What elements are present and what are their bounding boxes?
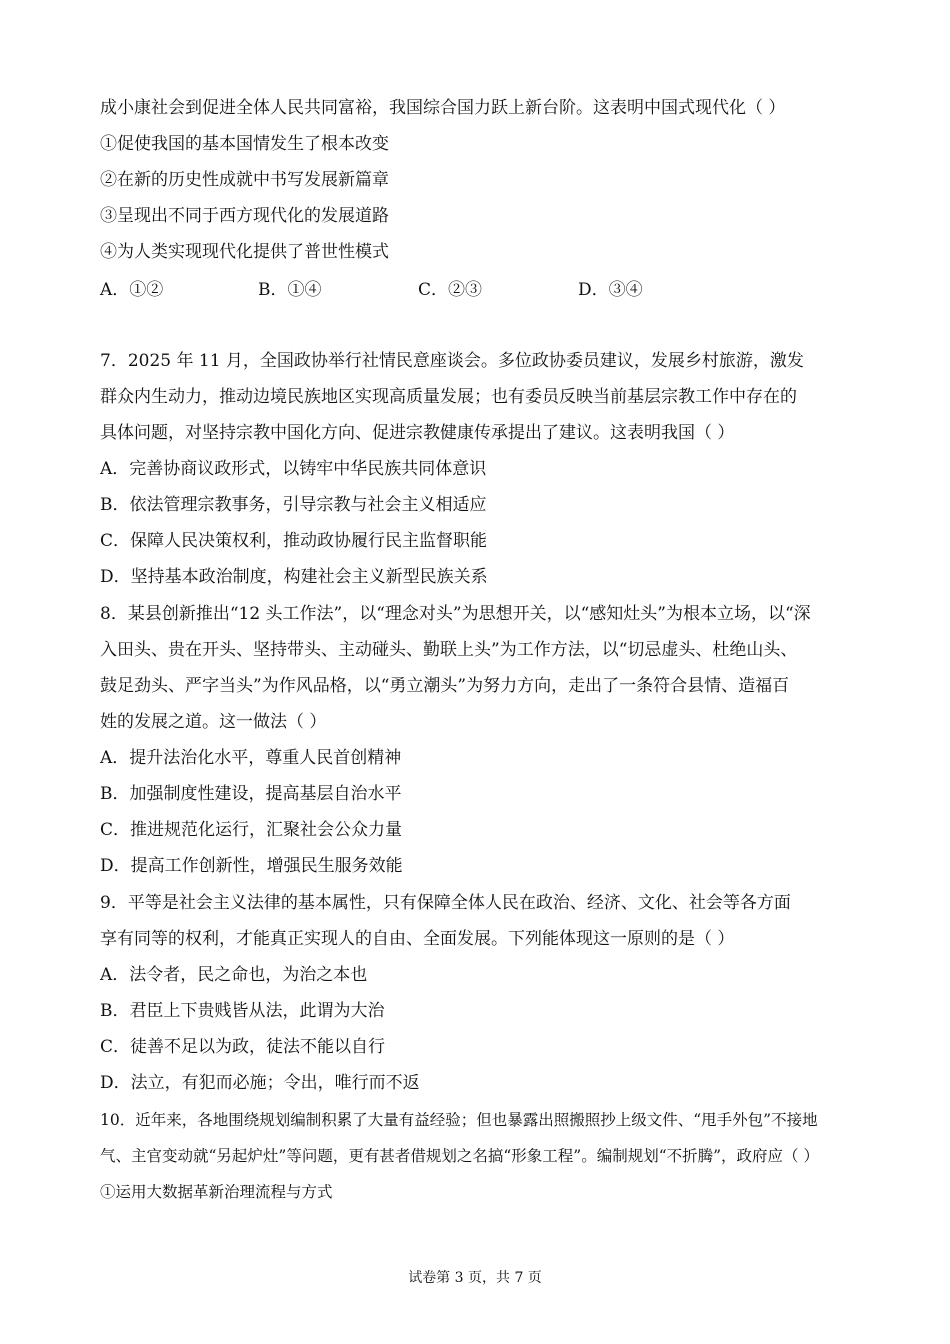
q6-item-1: ①促使我国的基本国情发生了根本改变 (100, 134, 389, 154)
q6-item-2: ②在新的历史性成就中书写发展新篇章 (100, 170, 389, 190)
q10-stem-2: 气、主官变动就“另起炉灶”等问题，更有甚者借规划之名搞“形象工程”。编制规划“不折腾”，政府应（ ） (100, 1147, 819, 1165)
q9-option-c: C．徒善不足以为政，徒法不能以自行 (100, 1037, 386, 1057)
q8-option-b: B．加强制度性建设，提高基层自治水平 (100, 784, 402, 804)
q6-choice-c: C．②③ (418, 280, 483, 300)
q9-option-b: B．君臣上下贵贱皆从法，此谓为大治 (100, 1001, 385, 1021)
q9-option-a: A．法令者，民之命也，为治之本也 (100, 965, 368, 985)
q6-choice-a: A．①② (100, 280, 164, 300)
q7-stem-3: 具体问题，对坚持宗教中国化方向、促进宗教健康传承提出了建议。这表明我国（ ） (100, 423, 735, 443)
q10-stem-1: 10．近年来，各地围绕规划编制积累了大量有益经验；但也暴露出照搬照抄上级文件、“甩手外包”不接地 (100, 1111, 818, 1129)
q9-option-d: D．法立，有犯而必施；令出，唯行而不返 (100, 1073, 420, 1093)
q9-stem-2: 享有同等的权利，才能真正实现人的自由、全面发展。下列能体现这一原则的是（ ） (100, 929, 735, 949)
q7-option-c: C．保障人民决策权利，推动政协履行民主监督职能 (100, 531, 488, 551)
q7-option-a: A．完善协商议政形式，以铸牢中华民族共同体意识 (100, 459, 487, 479)
q7-stem-2: 群众内生动力，推动边境民族地区实现高质量发展；也有委员反映当前基层宗教工作中存在的 (100, 387, 797, 407)
q8-option-d: D．提高工作创新性，增强民生服务效能 (100, 856, 403, 876)
page-footer: 试卷第 3 页，共 7 页 (408, 1270, 542, 1286)
q7-option-d: D．坚持基本政治制度，构建社会主义新型民族关系 (100, 567, 488, 587)
q6-item-4: ④为人类实现现代化提供了普世性模式 (100, 242, 389, 262)
q8-option-c: C．推进规范化运行，汇聚社会公众力量 (100, 820, 403, 840)
q8-stem-2: 入田头、贵在开头、坚持带头、主动碰头、勤联上头”为工作方法，以“切忌虚头、杜绝山头、 (100, 640, 798, 660)
q9-stem-1: 9．平等是社会主义法律的基本属性，只有保障全体人民在政治、经济、文化、社会等各方面 (100, 893, 791, 913)
q6-stem-end: 成小康社会到促进全体人民共同富裕，我国综合国力跃上新台阶。这表明中国式现代化（ ） (100, 98, 786, 118)
q7-stem-1: 7．2025 年 11 月，全国政协举行社情民意座谈会。多位政协委员建议，发展乡村旅游，激发 (100, 351, 804, 371)
q6-choice-b: B．①④ (258, 280, 322, 300)
q8-option-a: A．提升法治化水平，尊重人民首创精神 (100, 748, 402, 768)
q8-stem-1: 8．某县创新推出“12 头工作法”，以“理念对头”为思想开关，以“感知灶头”为根本立场，以“深 (100, 604, 811, 624)
q6-item-3: ③呈现出不同于西方现代化的发展道路 (100, 206, 389, 226)
q7-option-b: B．依法管理宗教事务，引导宗教与社会主义相适应 (100, 495, 487, 515)
q8-stem-3: 鼓足劲头、严字当头”为作风品格，以“勇立潮头”为努力方向，走出了一条符合县情、造福百 (100, 676, 790, 696)
q6-choice-d: D．③④ (578, 280, 643, 300)
q8-stem-4: 姓的发展之道。这一做法（ ） (100, 712, 327, 732)
q10-item-1: ①运用大数据革新治理流程与方式 (100, 1183, 333, 1201)
